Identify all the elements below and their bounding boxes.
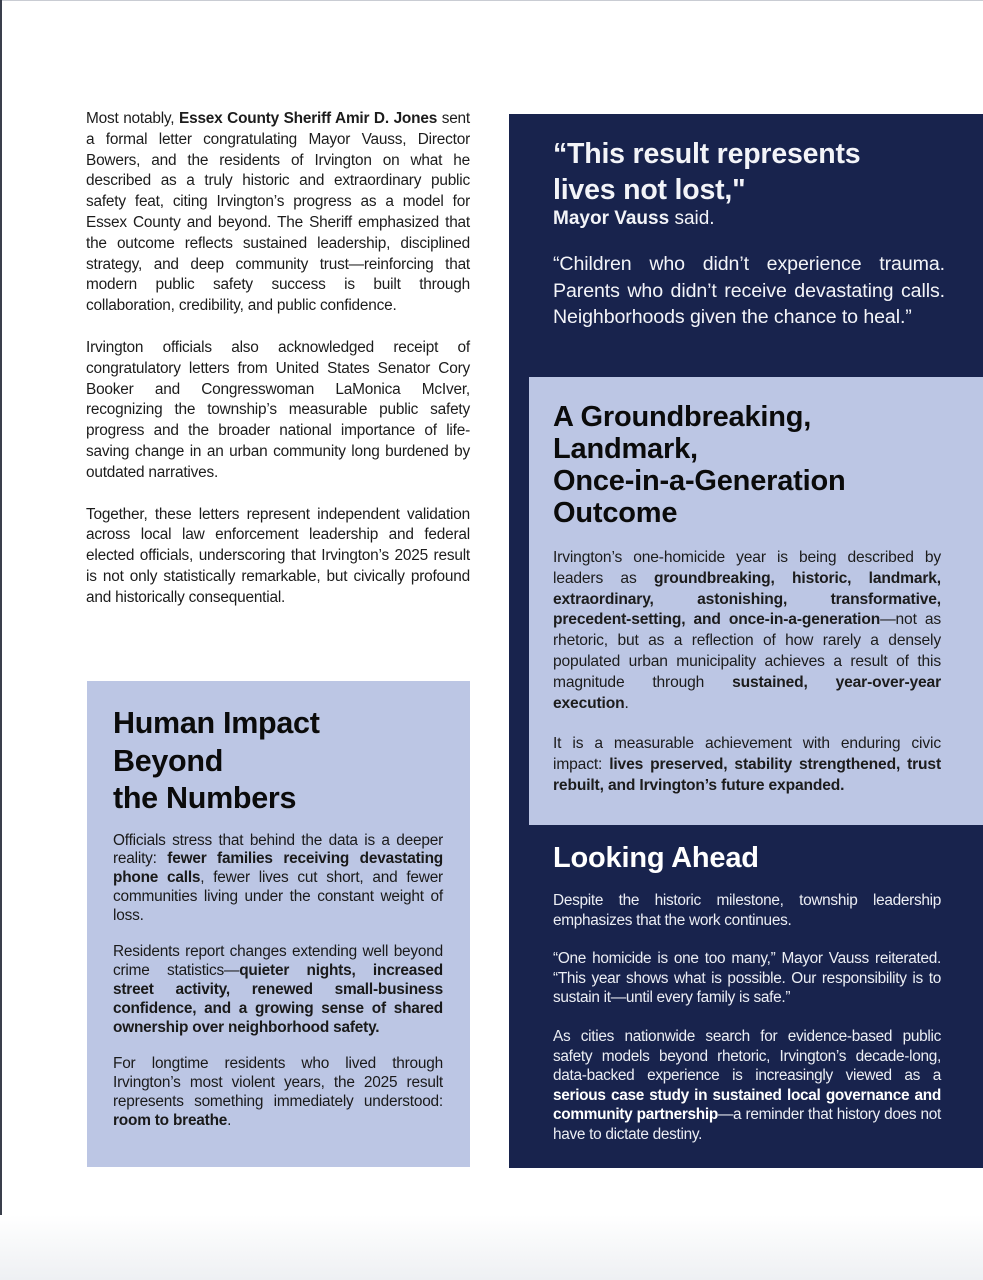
emphasis-text: Essex County Sheriff Amir D. Jones bbox=[179, 110, 438, 127]
emphasis-text: fewer families receiving devastating phone calls bbox=[113, 850, 443, 887]
body-text: For longtime residents who lived through Irvington’s most violent years, the 2025 result represents something immediately understood: bbox=[113, 1055, 443, 1111]
paragraph-one-homicide-year bbox=[553, 548, 941, 714]
quote-body-text: “Children who didn’t experience trauma. Parents who didn’t receive devastating calls. Neighborhoods given the chance to heal.” bbox=[553, 253, 945, 328]
body-text: Irvington’s one-homicide year is being described by leaders as bbox=[553, 549, 941, 587]
body-text: sent a formal letter congratulating Mayor Vauss, Director Bowers, and the residents of Irvington on what he described as a truly historic and extraordinary public safety feat, citing Irvington’s progress as a model for Essex County and beyond. The Sheriff emphasized that the outcome reflects sustained leadership, disciplined strategy, and deep community trust—reinforcing that modern public safety success is built through collaboration, credibility, and public confidence. bbox=[86, 110, 470, 315]
paragraph-mayor-reiterated bbox=[553, 949, 941, 1008]
emphasis-text: lives preserved, stability strengthened, trust rebuilt, and Irvington’s future expanded. bbox=[553, 756, 941, 794]
human-impact-heading: Human Impact Beyond the Numbers bbox=[113, 706, 320, 815]
body-text: Together, these letters represent independent validation across local law enforcement leadership and federal elected officials, underscoring that Irvington’s 2025 result is not only statistically remarkable, but civically profound and historically consequential. bbox=[86, 505, 470, 606]
paragraph-work-continues bbox=[553, 891, 941, 930]
body-text: Despite the historic milestone, township leadership emphasizes that the work continues. bbox=[553, 892, 941, 929]
landmark-heading: A Groundbreaking, Landmark, Once-in-a-Generation Outcome bbox=[553, 401, 846, 529]
paragraph-congratulatory-letters bbox=[86, 338, 470, 484]
emphasis-text: room to breathe bbox=[113, 1111, 228, 1129]
body-text: As cities nationwide search for evidence-based public safety models beyond rhetoric, Irvington’s decade-long, data-backed experience is increasingly viewed as a bbox=[553, 1027, 941, 1085]
page-left-edge bbox=[0, 0, 2, 1280]
body-text: Irvington officials also acknowledged receipt of congratulatory letters from United States Senator Cory Booker and Congresswoman LaMonica McIver, recognizing the township’s measurable public safety progress and the broader national importance of life-saving change in an urban community long burdened by outdated narratives. bbox=[86, 338, 470, 481]
emphasis-text: quieter nights, increased street activity, renewed small-business confidence, and a growing sense of shared ownership over neighborhood safety. bbox=[113, 962, 443, 1036]
paragraph-measurable-achievement bbox=[553, 734, 941, 796]
emphasis-text: sustained, year-over-year execution bbox=[553, 673, 941, 712]
paragraph-independent-validation bbox=[86, 505, 470, 609]
page-bottom-shadow bbox=[0, 1215, 983, 1280]
attribution-verb: said. bbox=[669, 208, 715, 229]
body-text: Residents report changes extending well beyond crime statistics— bbox=[113, 943, 443, 980]
paragraph-case-study bbox=[553, 1027, 941, 1145]
paragraph-resident-changes bbox=[113, 943, 443, 1037]
looking-ahead-section bbox=[553, 840, 941, 1145]
mayor-quote-block bbox=[553, 136, 945, 331]
landmark-outcome-box bbox=[529, 377, 983, 825]
body-text: , fewer lives cut short, and fewer communities living under the constant weight of loss. bbox=[113, 869, 443, 924]
quote-attribution bbox=[553, 208, 945, 230]
body-text: . bbox=[227, 1111, 232, 1129]
body-text: It is a measurable achievement with enduring civic impact: bbox=[553, 735, 941, 774]
pull-quote-headline: “This result represents lives not lost," bbox=[553, 138, 861, 206]
looking-ahead-heading: Looking Ahead bbox=[553, 842, 759, 874]
body-text: “One homicide is one too many,” Mayor Vauss reiterated. “This year shows what is possible. Our responsibility is to sustain it—until every family is safe.” bbox=[553, 950, 941, 1007]
body-text: —not as rhetoric, but as a reflection of how rarely a densely populated urban municipality achieves a result of this magnitude through bbox=[553, 611, 941, 691]
emphasis-text: serious case study in sustained local governance and community partnership bbox=[553, 1086, 941, 1124]
emphasis-text: groundbreaking, historic, landmark, extraordinary, astonishing, transformative, precedent-setting, and once-in-a-generation bbox=[553, 569, 941, 629]
body-text: Most notably, bbox=[86, 110, 180, 127]
body-text: Officials stress that behind the data is a deeper reality: bbox=[113, 831, 443, 868]
paragraph-deeper-reality bbox=[113, 832, 443, 926]
page-top-edge bbox=[0, 0, 983, 1]
body-text: —a reminder that history does not have to dictate destiny. bbox=[553, 1106, 942, 1143]
paragraph-room-to-breathe bbox=[113, 1055, 443, 1130]
paragraph-sheriff-letter bbox=[86, 109, 470, 317]
body-text: . bbox=[624, 694, 629, 712]
human-impact-box bbox=[87, 681, 470, 1167]
attribution-name: Mayor Vauss bbox=[553, 208, 670, 229]
left-article-column bbox=[86, 109, 470, 609]
